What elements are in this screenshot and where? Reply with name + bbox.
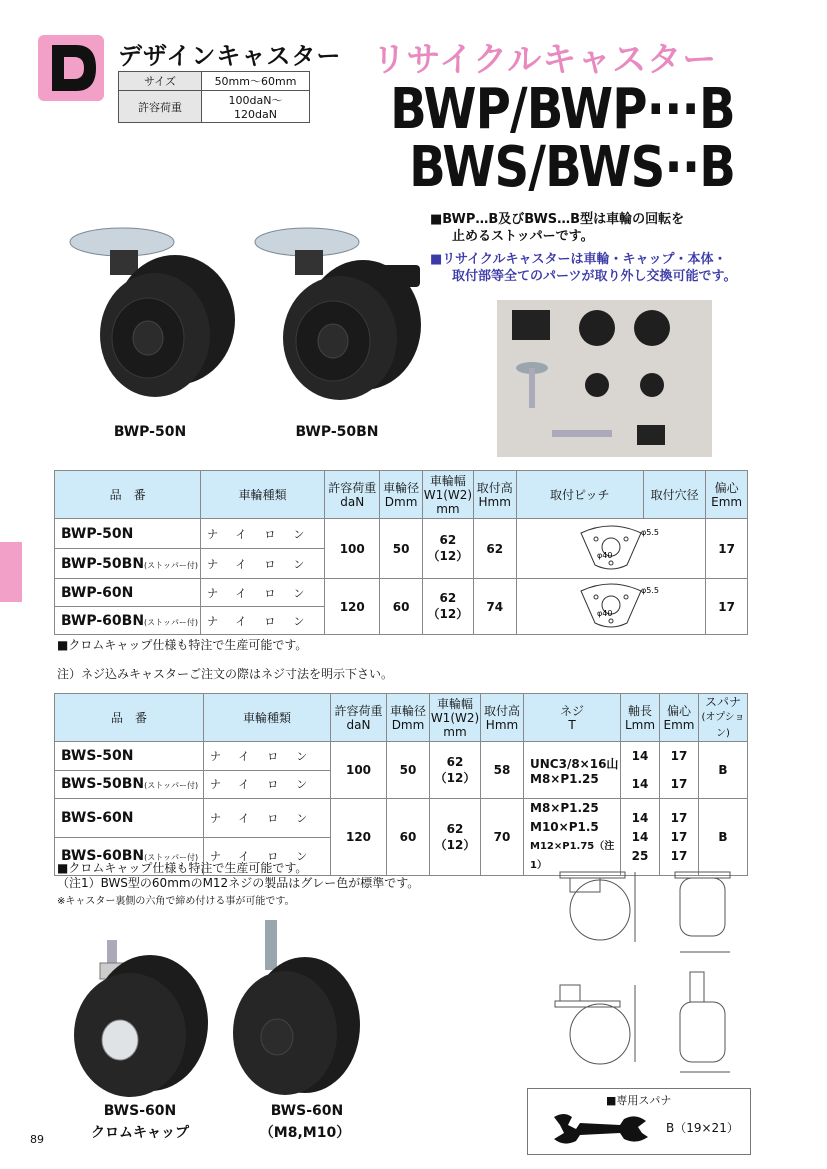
caster-photo-bws60n-thread (225, 915, 375, 1095)
offset-value: 17 (706, 519, 748, 579)
part-number: BWP-50BN(ストッパー付) (55, 549, 201, 579)
svg-text:φ5.5: φ5.5 (640, 528, 659, 537)
col-header-part: 品 番 (55, 471, 201, 519)
table2-note2: （注1）BWS型の60mmのM12ネジの製品はグレー色が標準です。 (57, 876, 420, 890)
parts-photo (497, 300, 712, 457)
logo-d-icon (38, 35, 104, 101)
wheel-type: ナイロン (204, 742, 331, 771)
col-header-height: 取付高 Hmm (473, 471, 516, 519)
part-number: BWS-60N (55, 799, 204, 838)
part-number: BWP-50N (55, 519, 201, 549)
axis-values: 14 14 25 (621, 799, 660, 876)
caption-bwp50bn: BWP-50BN (295, 424, 379, 440)
col-header-thread: ネジ T (524, 694, 621, 742)
height-value: 58 (481, 742, 524, 799)
col-header-height: 取付高 Hmm (481, 694, 524, 742)
col-header-offset: 偏心 Emm (660, 694, 699, 742)
part-number: BWS-50BN(ストッパー付) (55, 770, 204, 799)
col-header-load: 許容荷重 daN (331, 694, 387, 742)
part-number: BWP-60BN(ストッパー付) (55, 607, 201, 635)
caption-bws60n-a: BWS-60N (103, 1103, 177, 1119)
axis-values: 14 14 (621, 742, 660, 799)
spanner-value: B (699, 799, 748, 876)
col-header-axis: 軸長 Lmm (621, 694, 660, 742)
width-value: 62（12） (422, 579, 473, 635)
caption-bws60n-a-sub: クロムキャップ (91, 1125, 189, 1141)
bws-spec-table (54, 693, 748, 876)
spanner-icon (550, 1111, 650, 1147)
col-header-wheel: 車輪種類 (201, 471, 325, 519)
spanner-value: B (699, 742, 748, 799)
width-value: 62（12） (430, 799, 481, 876)
col-header-spanner: スパナ (オプション) (699, 694, 748, 742)
col-header-width: 車輪幅 W1(W2) mm (422, 471, 473, 519)
table-row (55, 799, 748, 838)
caption-bws60n-b-sub: （M8,M10） (259, 1125, 351, 1141)
height-value: 70 (481, 799, 524, 876)
col-header-dia: 車輪径 Dmm (387, 694, 430, 742)
wheel-type: ナイロン (201, 549, 325, 579)
caption-bws60n-b: BWS-60N (270, 1103, 344, 1119)
wheel-type: ナイロン (204, 770, 331, 799)
dimension-drawing (540, 862, 770, 1077)
offset-value: 17 (706, 579, 748, 635)
offset-values: 17 17 17 (660, 799, 699, 876)
col-header-offset: 偏心 Emm (706, 471, 748, 519)
spec-key: 許容荷重 (119, 91, 202, 123)
wheel-type: ナイロン (204, 837, 331, 876)
width-value: 62（12） (430, 742, 481, 799)
caption-bwp50n: BWP-50N (113, 424, 187, 440)
part-number: BWS-50N (55, 742, 204, 771)
part-number: BWP-60N (55, 579, 201, 607)
brand-logo (38, 35, 104, 101)
description-text: ■BWP…B及びBWS…B型は車輪の回転を (430, 212, 685, 227)
spanner-box (527, 1088, 751, 1155)
spec-key: サイズ (119, 72, 202, 91)
mount-plate-icon (551, 579, 671, 631)
load-value: 120 (331, 799, 387, 876)
table-row (55, 742, 748, 771)
col-header-pitch: 取付ピッチ (516, 471, 643, 519)
table1-note1: ■クロムキャップ仕様も特注で生産可能です。 (57, 638, 308, 652)
spec-value: 50mm〜60mm (202, 72, 310, 91)
caster-photo-bws60n-chrome (65, 935, 215, 1105)
load-value: 120 (325, 579, 380, 635)
mount-plate-icon (551, 521, 671, 573)
description-text: 止めるストッパーです。 (452, 229, 594, 244)
dia-value: 60 (387, 799, 430, 876)
mount-plate-diagram (516, 519, 706, 579)
spec-summary-table (118, 71, 310, 123)
spec-value: 100daN〜120daN (202, 91, 310, 123)
height-value: 74 (473, 579, 516, 635)
category-title: デザインキャスター (118, 42, 342, 70)
spanner-title: ■専用スパナ (606, 1094, 672, 1107)
mount-plate-diagram (516, 579, 706, 635)
col-header-hole: 取付穴径 (643, 471, 705, 519)
col-header-load: 許容荷重 daN (325, 471, 380, 519)
description-2 (430, 251, 736, 285)
bwp-spec-table (54, 470, 748, 635)
caster-photo-bwp50n (60, 215, 250, 420)
series-name: リサイクルキャスター (372, 40, 718, 80)
col-header-width: 車輪幅 W1(W2) mm (430, 694, 481, 742)
caster-photo-bwp50bn (245, 215, 435, 420)
svg-text:φ40: φ40 (596, 609, 613, 618)
table2-note1: ■クロムキャップ仕様も特注で生産可能です。 (57, 861, 308, 875)
model-title-line1: BWP/BWP···B (390, 77, 735, 142)
height-value: 62 (473, 519, 516, 579)
table2-note3: ※キャスター裏側の六角で締め付ける事が可能です。 (57, 896, 295, 907)
dia-value: 50 (387, 742, 430, 799)
description-text: 取付部等全てのパーツが取り外し交換可能です。 (452, 269, 737, 284)
col-header-dia: 車輪径 Dmm (380, 471, 423, 519)
svg-text:φ40: φ40 (596, 551, 613, 560)
wheel-type: ナイロン (204, 799, 331, 838)
page-number: 89 (30, 1133, 44, 1146)
dia-value: 50 (380, 519, 423, 579)
col-header-part: 品 番 (55, 694, 204, 742)
width-value: 62（12） (422, 519, 473, 579)
parts-illustration (497, 300, 712, 457)
col-header-wheel: 車輪種類 (204, 694, 331, 742)
part-number: BWS-60BN(ストッパー付) (55, 837, 204, 876)
description-1 (430, 211, 684, 245)
load-value: 100 (331, 742, 387, 799)
dia-value: 60 (380, 579, 423, 635)
description-text: ■リサイクルキャスターは車輪・キャップ・本体・ (430, 252, 727, 267)
wheel-type: ナイロン (201, 607, 325, 635)
side-index-tab (0, 542, 22, 602)
table-row (55, 519, 748, 549)
spanner-spec: B（19×21） (666, 1121, 739, 1135)
load-value: 100 (325, 519, 380, 579)
model-title-line2: BWS/BWS··B (408, 135, 735, 200)
table-row (55, 579, 748, 607)
wheel-type: ナイロン (201, 519, 325, 549)
svg-text:φ5.5: φ5.5 (640, 586, 659, 595)
thread-values: M8×P1.25 M10×P1.5 M12×P1.75（注1） (524, 799, 621, 876)
offset-values: 17 17 (660, 742, 699, 799)
table1-note2: 注）ネジ込みキャスターご注文の際はネジ寸法を明示下さい。 (57, 667, 394, 681)
thread-values: UNC3/8×16山 M8×P1.25 (524, 742, 621, 799)
wheel-type: ナイロン (201, 579, 325, 607)
